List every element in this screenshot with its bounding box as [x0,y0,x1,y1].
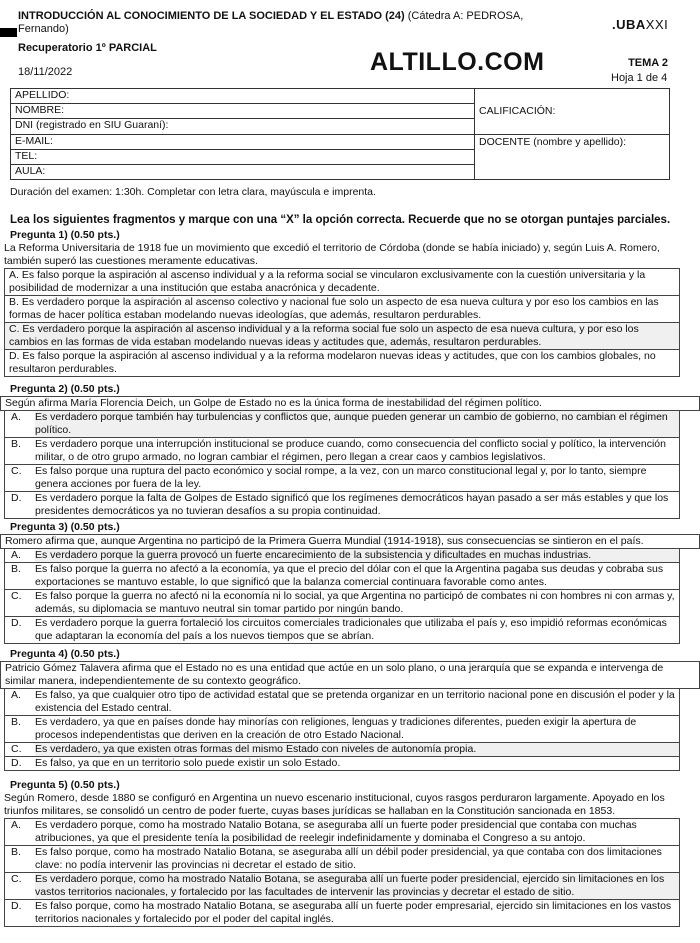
redaction-bar [0,28,17,37]
option-d[interactable]: D. Es verdadero porque la guerra fortaleció los circuitos comerciales tradicionales que utilizaba el país y, eso impidió reformas económicas que adaptaran la economía del país a los nuevos tiempos que se abrían. [4,617,680,644]
aula-field[interactable]: AULA: [11,164,475,179]
option-a[interactable]: A. Es falso, ya que cualquier otro tipo de actividad estatal que se pretenda organizar en un territorio nacional pone en discusión el poder y la existencia del Estado central. [4,689,680,716]
question-2 [0,383,700,519]
question-stem: Según Romero, desde 1880 se configuró en Argentina un nuevo escenario institucional, cuyos rasgos perduraron largamente. Apoyado en los triunfos militares, se consolidó un centro de poder fuerte, cuyas bases jurídicas se hallaban en la Constitución sancionada en 1853. [4,792,665,817]
question-5 [0,779,700,927]
option-d[interactable]: D. Es verdadero porque la falta de Golpes de Estado significó que los regímenes democráticos hayan pasado a ser más estables y que los presidentes democráticos ya no tuvieran desafíos a su propia continuidad. [4,492,680,519]
question-label: Pregunta 4) (0.50 pts.) [10,648,120,660]
calificacion-field[interactable]: CALIFICACIÓN: [475,89,670,135]
question-stem: Romero afirma que, aunque Argentina no participó de la Primera Guerra Mundial (1914-1918), sus consecuencias se sintieron en el país. [0,534,700,549]
option-c[interactable]: C. Es falso porque una ruptura del pacto económico y social rompe, a la vez, con un marco constitucional legal y, por lo tanto, siempre genera acciones por fuera de la ley. [4,465,680,492]
tel-field[interactable]: TEL: [11,149,475,164]
question-label: Pregunta 2) (0.50 pts.) [10,383,120,395]
question-stem: La Reforma Universitaria de 1918 fue un movimiento que excedió el territorio de Córdoba (donde se había iniciado) y, según Luis A. Romero, también superó las cuestiones meramente educativas. [4,242,660,267]
docente-field[interactable]: DOCENTE (nombre y apellido): [475,134,670,180]
option-b[interactable]: B. Es falso porque, como ha mostrado Natalio Botana, se aseguraba allí un débil poder presidencial, ya que contaba con dos limitaciones clave: no podía intervenir las provincias ni decretar el estado de sitio. [4,846,680,873]
option-b[interactable]: B. Es falso porque la guerra no afectó a la economía, ya que el precio del dólar con el que la Argentina pagaba sus deudas y cobraba sus exportaciones se mantuvo estable, lo que significó que la balanza comercial continuara favorable como antes. [4,563,680,590]
duration-note: Duración del examen: 1:30h. Completar con letra clara, mayúscula e imprenta. [10,186,376,198]
option-c[interactable]: C. Es verdadero, ya que existen otras formas del mismo Estado con niveles de autonomía propia. [4,743,680,757]
option-c[interactable]: C. Es falso porque la guerra no afectó ni la economía ni lo social, ya que Argentina no participó de combates ni con hombres ni con armas y, además, su diplomacia se mantuvo neutral sin tomar partido por ningún bando. [4,590,680,617]
chair-name: (Cátedra A: PEDROSA, Fernando) [18,10,524,35]
question-label: Pregunta 3) (0.50 pts.) [10,521,120,533]
option-a[interactable]: A. Es verdadero porque también hay turbulencias y conflictos que, aunque pueden generar un cambio de gobierno, no cambian el régimen político. [4,411,680,438]
question-stem: Patricio Gómez Talavera afirma que el Estado no es una entidad que actúe en un solo plano, o una jerarquía que se expanda e intervenga de similar manera, independientemente de su contexto geográfico. [0,661,700,689]
exam-date: 18/11/2022 [18,66,73,78]
apellido-field[interactable]: APELLIDO: [11,89,475,104]
question-1 [0,229,700,377]
option-a[interactable]: A. Es verdadero porque, como ha mostrado Natalio Botana, se aseguraba allí un fuerte poder presidencial que contaba con muchas atribuciones, ya que el presidente tenía la posibilidad de reelegir indefinidamente y dominaba el Congreso a su antojo. [4,818,680,846]
exam-name: Recuperatorio 1º PARCIAL [18,42,157,54]
uba-logo: .UBAXXI [612,17,669,32]
option-a[interactable]: A. Es falso porque la aspiración al ascenso individual y a la reforma social se vincularon exclusivamente con la cuestión universitaria y la posibilidad de modernizar a una institución que estaba anacrónica y decadente. [4,268,680,296]
option-d[interactable]: D. Es falso porque, como ha mostrado Natalio Botana, se aseguraba allí un fuerte poder empresarial, ejercido sin limitaciones en los vastos territorios nacionales y fortalecido por el poder del capital inglés. [4,900,680,927]
option-c[interactable]: C. Es verdadero porque, como ha mostrado Natalio Botana, se aseguraba allí un fuerte poder presidencial, ejercido sin limitaciones en los vastos territorios nacionales, y fortalecido por las facultades de intervenir las provincias y decretar el estado de sitio. [4,873,680,900]
option-c[interactable]: C. Es verdadero porque la aspiración al ascenso individual y a la reforma social fue solo un aspecto de esa nueva cultura, y por eso los cambios en las formas de vida estaban modelando nuevas ideas y actitudes que, además, resultaron perdurables. [4,323,680,350]
question-4 [0,648,700,771]
question-label: Pregunta 1) (0.50 pts.) [10,229,120,241]
email-field[interactable]: E-MAIL: [11,134,475,149]
question-stem: Según afirma María Florencia Deich, un Golpe de Estado no es la única forma de inestabilidad del régimen político. [0,396,700,411]
option-b[interactable]: B. Es verdadero porque una interrupción institucional se produce cuando, como consecuencia del conflicto social y político, la intervención militar, o de otro grupo armado, no logran cambiar el régimen, pero llegan a crear caos y cambios legislativos. [4,438,680,465]
page-indicator: Hoja 1 de 4 [611,72,668,84]
option-b[interactable]: B. Es verdadero, ya que en países donde hay minorías con religiones, lenguas y tradiciones diferentes, pueden exigir la apertura de procesos independentistas que deriven en la creación de otro Estado Nacional. [4,716,680,743]
option-b[interactable]: B. Es verdadero porque la aspiración al ascenso colectivo y nacional fue solo un aspecto de esa nueva cultura y por eso los cambios en las formas de hacer política estaban modelando nuevas ideologías, que además, resultaron perdurables. [4,296,680,323]
nombre-field[interactable]: NOMBRE: [11,104,475,119]
question-3 [0,521,700,644]
dni-field[interactable]: DNI (registrado en SIU Guaraní): [11,119,475,134]
brand-watermark: ALTILLO.COM [370,48,545,76]
option-a[interactable]: A. Es verdadero porque la guerra provocó un fuerte encarecimiento de la subsistencia y dificultades en muchas industrias. [4,549,680,563]
instructions: Lea los siguientes fragmentos y marque con una “X” la opción correcta. Recuerde que no se otorgan puntajes parciales. [10,214,671,226]
student-data-table [10,88,670,180]
option-d[interactable]: D. Es falso porque la aspiración al ascenso individual y a la reforma modelaron nuevas ideas y actitudes, que con los cambios globales, no resultaron perdurables. [4,350,680,377]
course-title: INTRODUCCIÓN AL CONOCIMIENTO DE LA SOCIEDAD Y EL ESTADO (24) (Cátedra A: PEDROSA, Fernando) [18,10,524,35]
question-label: Pregunta 5) (0.50 pts.) [10,779,120,791]
tema-label: TEMA 2 [628,57,668,69]
option-d[interactable]: D. Es falso, ya que en un territorio solo puede existir un solo Estado. [4,757,680,771]
